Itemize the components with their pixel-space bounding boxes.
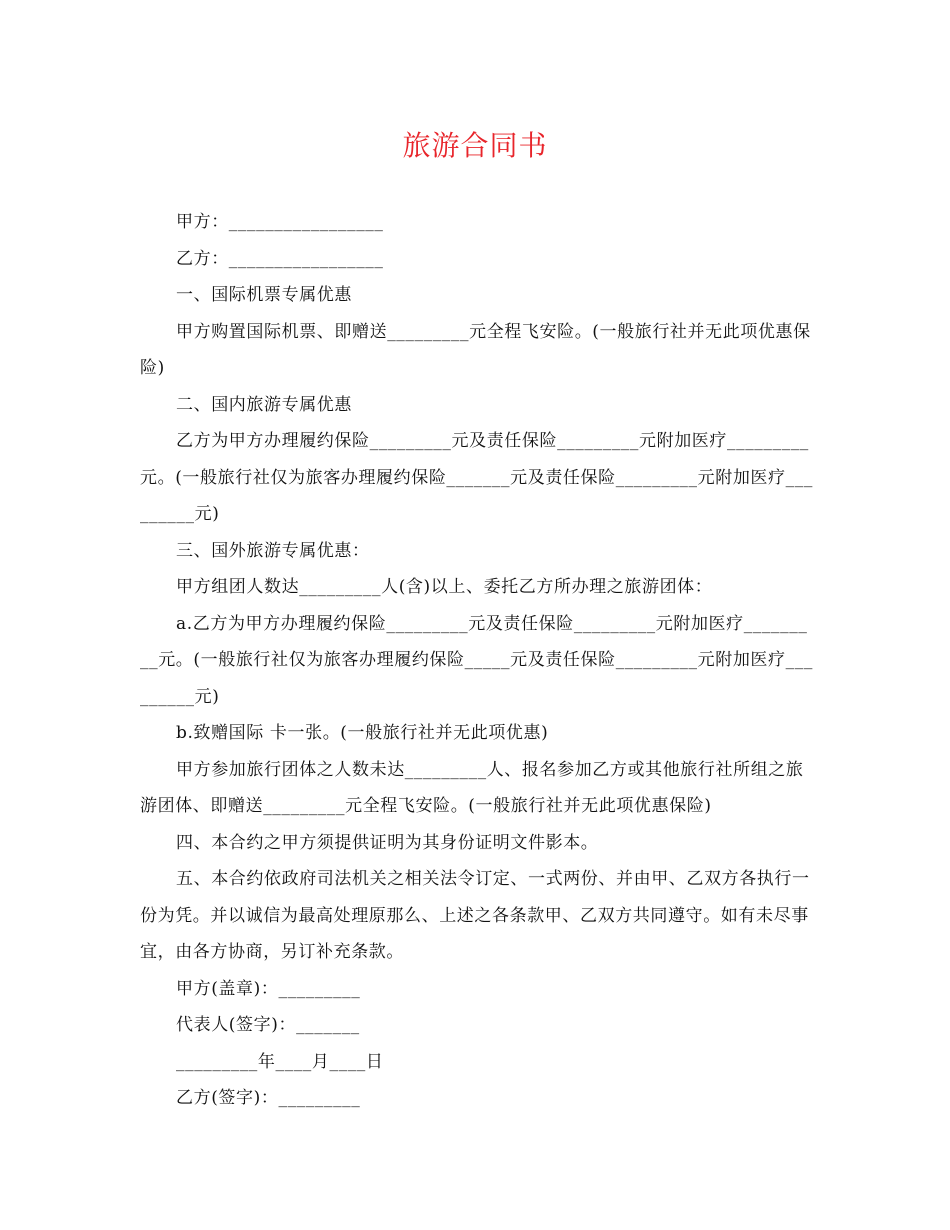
paragraph-group-threshold: 甲方组团人数达_________人(含)以上、委托乙方所办理之旅游团体：: [176, 577, 713, 597]
paragraph-item-a: a.乙方为甲方办理履约保险_________元及责任保险_________元附加医疗_________元。(一般旅行社仅为旅客办理履约保险_____元及责任保险_________元附加医疗_________元): [140, 613, 813, 707]
paragraph-item-b: b.致赠国际 卡一张。(一般旅行社并无此项优惠): [176, 723, 549, 743]
signature-party-b: 乙方(签字)：_________: [176, 1088, 361, 1108]
signature-party-a-seal: 甲方(盖章)：_________: [176, 978, 361, 999]
document-body: [140, 204, 814, 1117]
document-title: 旅游合同书: [402, 129, 548, 162]
paragraph-international-ticket: 甲方购置国际机票、即赠送_________元全程飞安险。(一般旅行社并无此项优惠保险): [140, 321, 811, 378]
section-heading-domestic: 二、国内旅游专属优惠: [176, 394, 352, 415]
paragraph-under-threshold: 甲方参加旅行团体之人数未达_________人、报名参加乙方或其他旅行社所组之旅游团体、即赠送_________元全程飞安险。(一般旅行社并无此项优惠保险): [140, 759, 804, 816]
paragraph-domestic: 乙方为甲方办理履约保险_________元及责任保险_________元附加医疗_________元。(一般旅行社仅为旅客办理履约保险_______元及责任保险_________元附加医疗_________元): [140, 431, 813, 524]
signature-representative: 代表人(签字)：_______: [176, 1015, 360, 1035]
signature-date: _________年____月____日: [176, 1051, 384, 1072]
party-a-line: 甲方：_________________: [176, 212, 384, 232]
party-b-line: 乙方：_________________: [176, 248, 384, 269]
section-heading-international-ticket: 一、国际机票专属优惠: [176, 285, 352, 305]
section-legal-terms: 五、本合约依政府司法机关之相关法令订定、一式两份、并由甲、乙双方各执行一份为凭。并以诚信为最高处理原那么、上述之各条款甲、乙双方共同遵守。如有未尽事宜，由各方协商，另订补充条款。: [140, 869, 810, 962]
section-identity-proof: 四、本合约之甲方须提供证明为其身份证明文件影本。: [176, 832, 599, 853]
section-heading-overseas: 三、国外旅游专属优惠：: [176, 540, 370, 561]
